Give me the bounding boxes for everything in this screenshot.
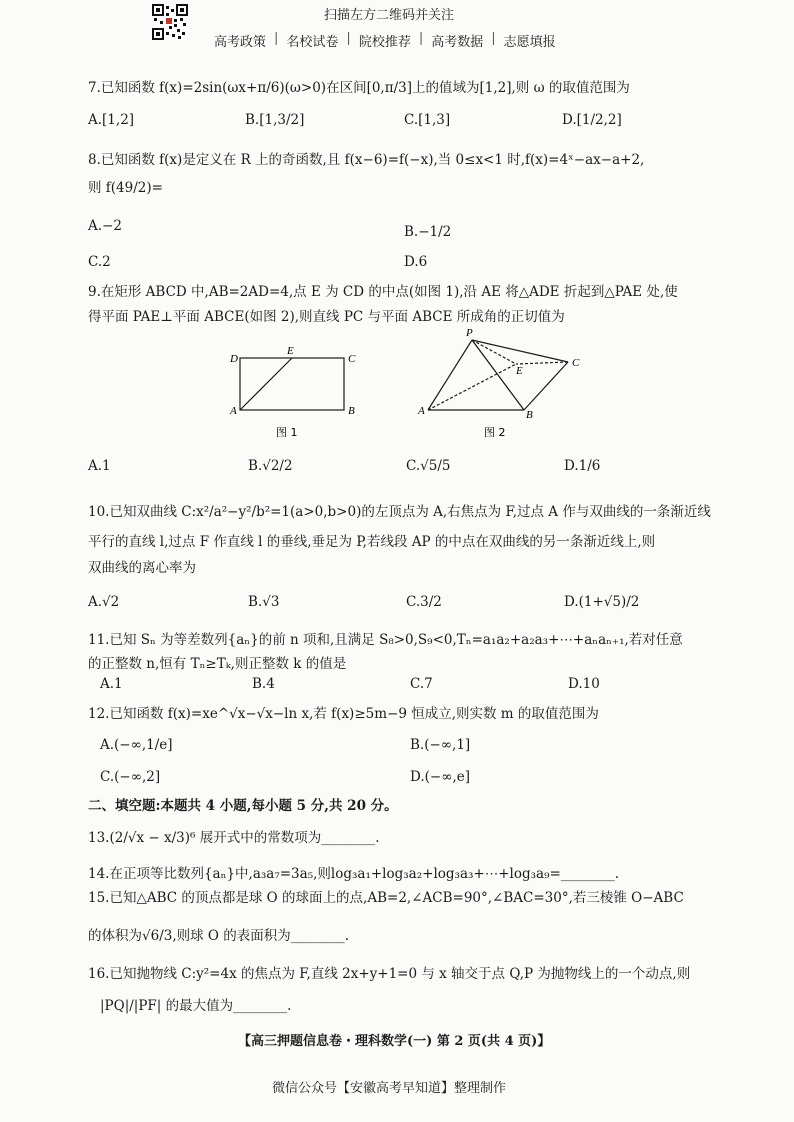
q12-option-b: B.(−∞,1] [410,737,471,753]
q10-option-b: B.√3 [248,594,280,610]
fig2-label-p: P [466,327,473,339]
question-9-stem-2: 得平面 PAE⊥平面 ABCE(如图 2),则直线 PC 与平面 ABCE 所成角的正切值为 [88,309,565,325]
fig1-label-c: C [348,353,356,365]
question-7-stem: 7.已知函数 f(x)=2sin(ωx+π/6)(ω>0)在区间[0,π/3]上的值域为[1,2],则 ω 的取值范围为 [88,80,630,96]
question-16-line-2: |PQ|/|PF| 的最大值为________. [100,998,292,1014]
qr-code-image [152,4,188,40]
q8-option-a: A.−2 [88,218,122,234]
question-15-line-2: 的体积为√6/3,则球 O 的表面积为________. [88,928,350,944]
question-8-stem-2: 则 f(49/2)= [88,180,163,196]
q8-option-b: B.−1/2 [404,224,452,240]
q11-option-d: D.10 [568,676,600,692]
q10-option-a: A.√2 [88,594,120,610]
fig2-label-c: C [572,357,580,369]
fig1-caption: 图 1 [276,426,298,439]
nav-item-policy[interactable]: 高考政策 [214,35,267,50]
q11-option-b: B.4 [252,676,275,692]
question-11-stem-2: 的正整数 n,恒有 Tₙ≥Tₖ,则正整数 k 的值是 [88,656,347,672]
q8-option-c: C.2 [88,254,111,270]
question-14: 14.在正项等比数列{aₙ}中,a₃a₇=3a₅,则log₃a₁+log₃a₂+log₃a₃+⋯+log₃a₉=________. [88,866,620,882]
q11-option-c: C.7 [410,676,433,692]
credit-line: 微信公众号【安徽高考早知道】整理制作 [272,1081,507,1096]
question-13: 13.(2/√x − x/3)⁶ 展开式中的常数项为________. [88,830,380,846]
q7-option-c: C.[1,3] [404,112,451,128]
fig2-label-b: B [526,409,533,421]
fig1-label-e: E [287,345,294,357]
fig2-label-e: E [516,365,523,377]
q9-option-b: B.√2/2 [248,458,293,474]
q11-option-a: A.1 [100,676,123,692]
page-footer: 【高三押题信息卷・理科数学(一) 第 2 页(共 4 页)】 [238,1034,551,1049]
nav-item-application[interactable]: 志愿填报 [503,35,556,50]
question-16: 16.已知抛物线 C:y²=4x 的焦点为 F,直线 2x+y+1=0 与 x 轴交于点 Q,P 为抛物线上的一个动点,则 [88,966,691,982]
question-11-stem: 11.已知 Sₙ 为等差数列{aₙ}的前 n 项和,且满足 S₈>0,S₉<0,Tₙ=a₁a₂+a₂a₃+⋯+aₙaₙ₊₁,若对任意 [88,632,683,648]
nav-item-papers[interactable]: 名校试卷 [286,35,339,50]
q7-option-b: B.[1,3/2] [245,112,305,128]
q7-option-a: A.[1,2] [88,112,135,128]
q12-option-a: A.(−∞,1/e] [100,737,173,753]
q9-option-c: C.√5/5 [406,458,451,474]
fig1-label-a: A [230,405,237,417]
question-9-stem: 9.在矩形 ABCD 中,AB=2AD=4,点 E 为 CD 的中点(如图 1),沿 AE 将△ADE 折起到△PAE 处,使 [88,284,678,300]
q9-option-a: A.1 [88,458,111,474]
scan-instruction: 扫描左方二维码并关注 [324,8,455,23]
question-12-stem: 12.已知函数 f(x)=xe^√x−√x−ln x,若 f(x)≥5m−9 恒成立,则实数 m 的取值范围为 [88,706,599,722]
fig2-label-a: A [418,405,425,417]
question-10-stem-2: 平行的直线 l,过点 F 作直线 l 的垂线,垂足为 P,若线段 AP 的中点在双曲线的另一条渐近线上,则 [88,534,656,550]
section-2-heading: 二、填空题:本题共 4 小题,每小题 5 分,共 20 分。 [88,798,398,814]
figure-1-rectangle [224,340,360,440]
fig2-caption: 图 2 [484,426,506,439]
q9-option-d: D.1/6 [564,458,601,474]
q10-option-c: C.3/2 [406,594,442,610]
q12-option-c: C.(−∞,2] [100,769,161,785]
header-nav: 高考政策 | 名校试卷 | 院校推荐 | 高考数据 | 志愿填报 [214,31,556,50]
nav-item-colleges[interactable]: 院校推荐 [358,35,411,50]
question-10-stem: 10.已知双曲线 C:x²/a²−y²/b²=1(a>0,b>0)的左顶点为 A,右焦点为 F,过点 A 作与双曲线的一条渐近线 [88,504,711,520]
fig1-label-b: B [348,405,355,417]
q8-option-d: D.6 [404,254,428,270]
question-10-stem-3: 双曲线的离心率为 [88,560,196,576]
figure-2-folded [412,326,588,440]
nav-item-data[interactable]: 高考数据 [431,35,484,50]
q7-option-d: D.[1/2,2] [562,112,622,128]
fig1-label-d: D [230,353,238,365]
q12-option-d: D.(−∞,e] [410,769,471,785]
question-8-stem: 8.已知函数 f(x)是定义在 R 上的奇函数,且 f(x−6)=f(−x),当 0≤x<1 时,f(x)=4ˣ−ax−a+2, [88,152,645,168]
question-15: 15.已知△ABC 的顶点都是球 O 的球面上的点,AB=2,∠ACB=90°,∠BAC=30°,若三棱锥 O−ABC [88,890,684,906]
q10-option-d: D.(1+√5)/2 [564,594,640,610]
